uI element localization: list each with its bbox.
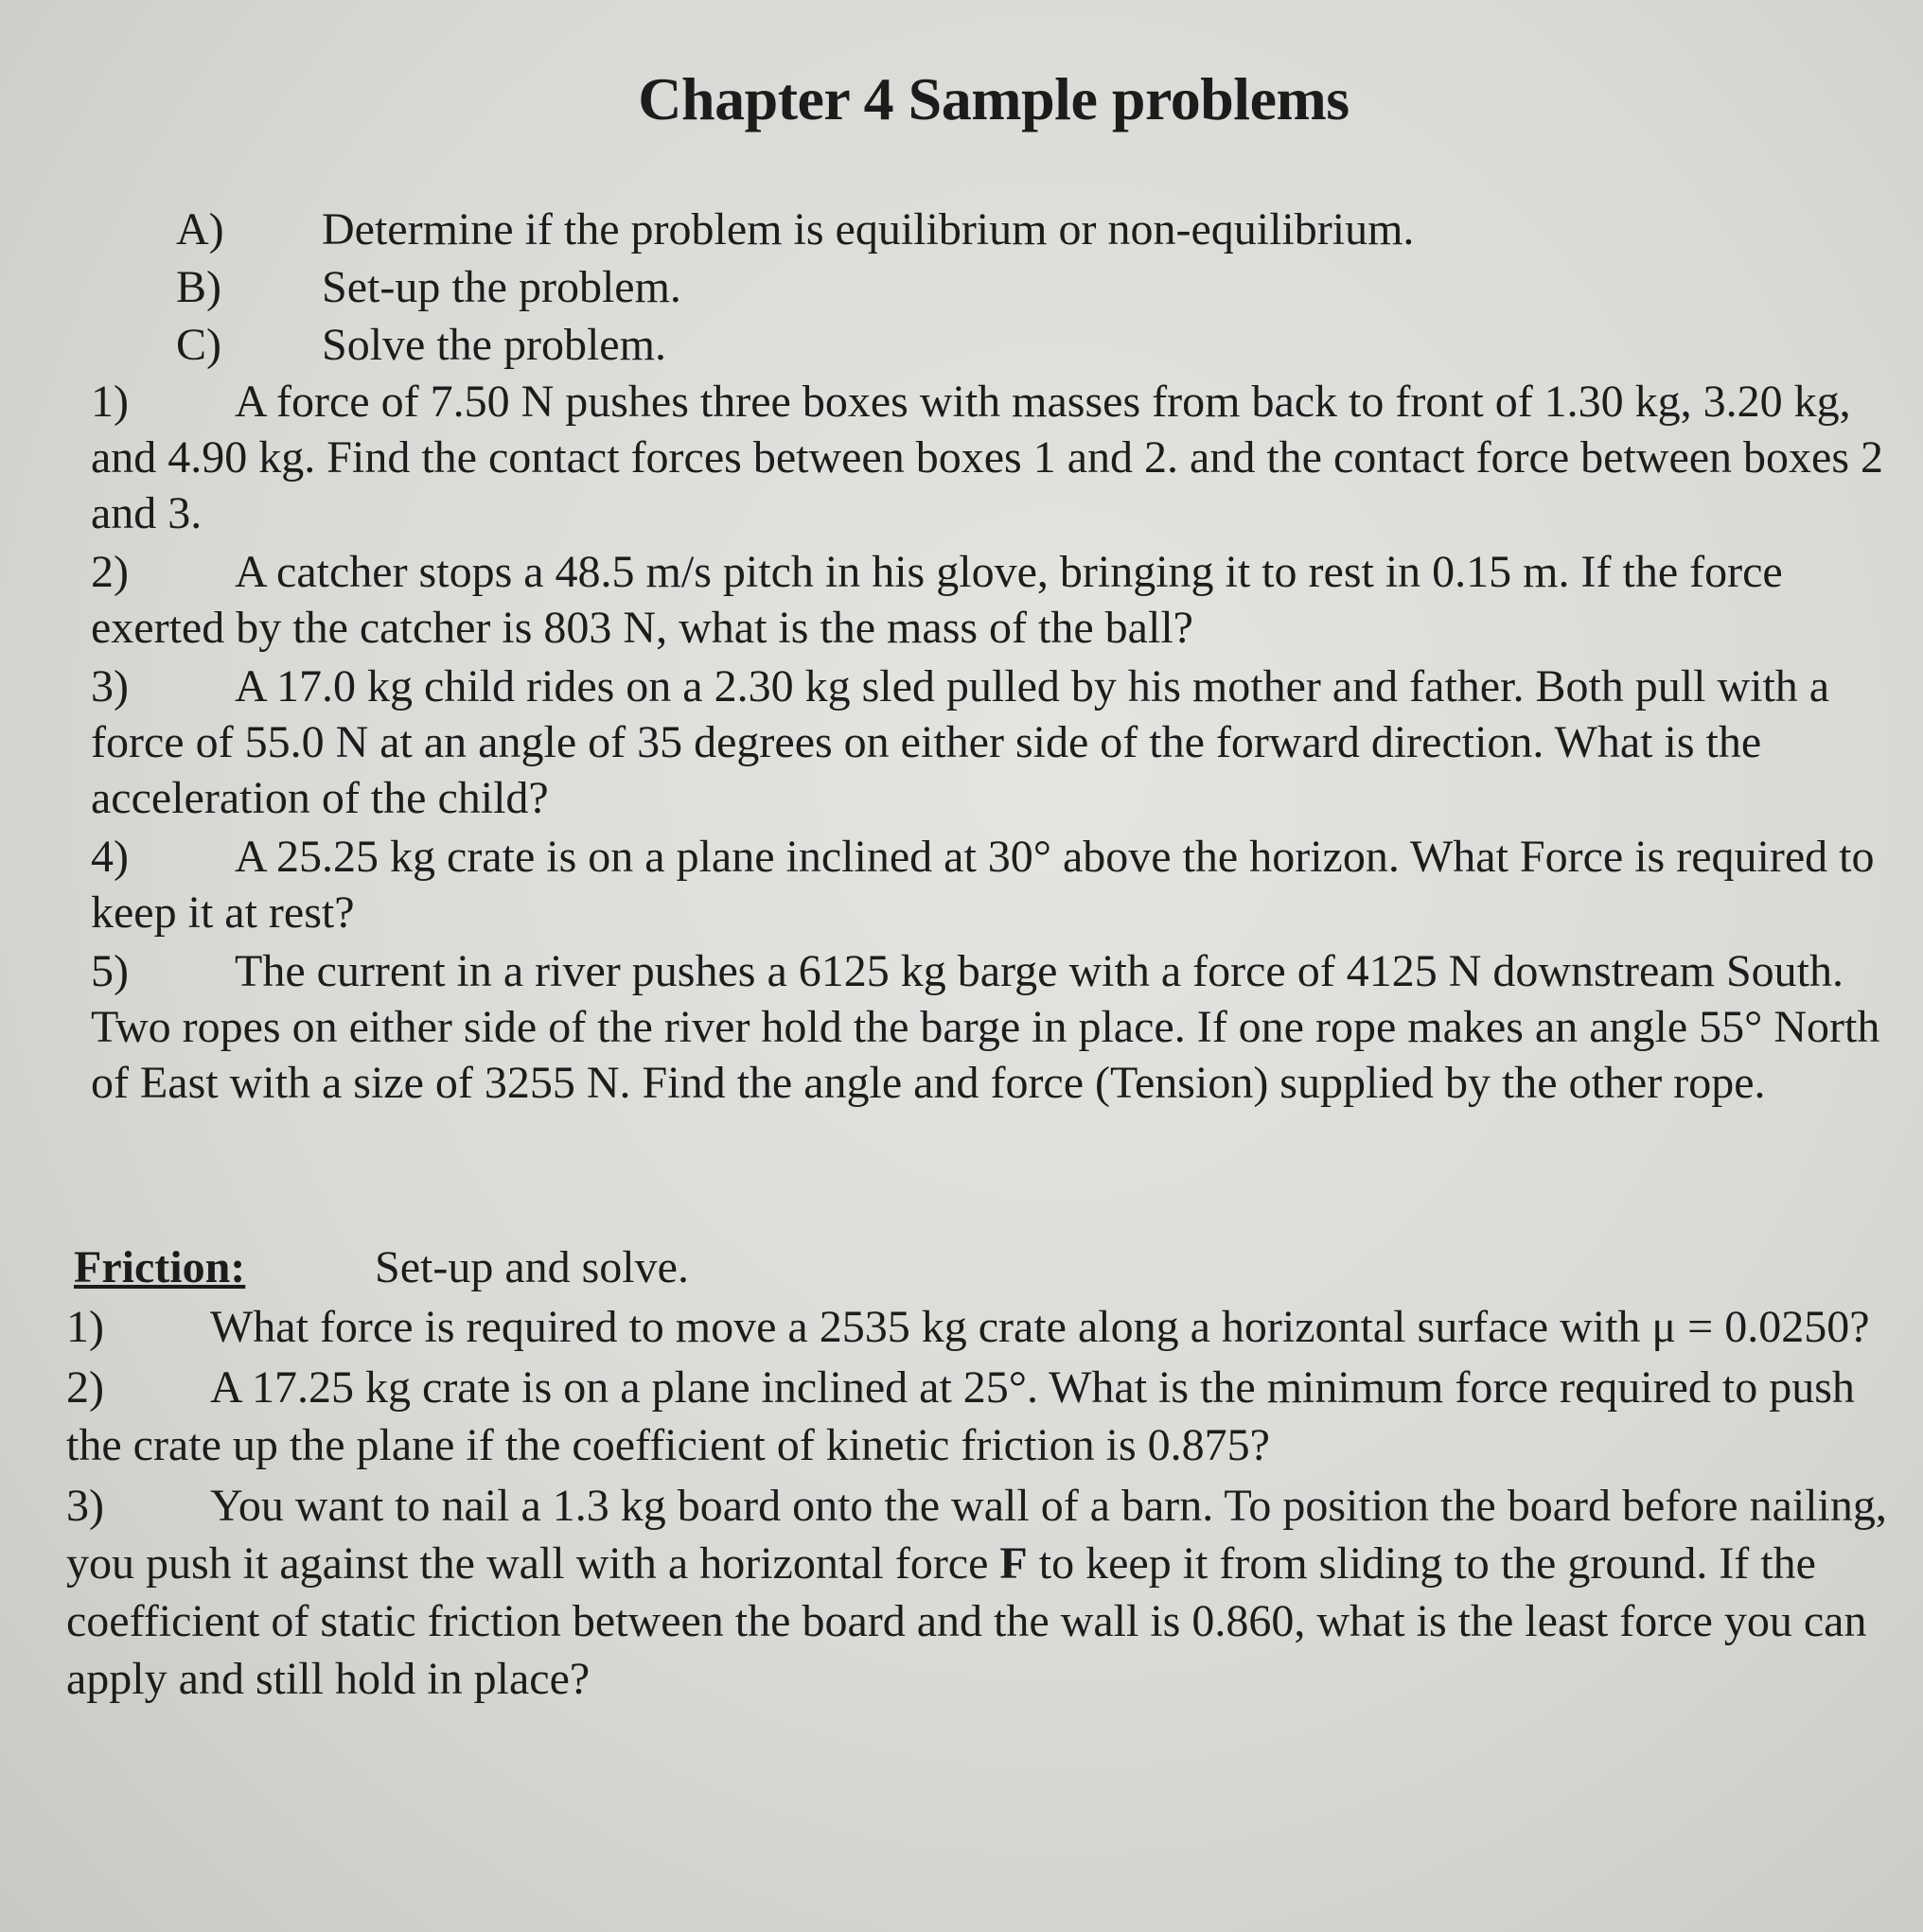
problem-number: 1) [91, 377, 129, 427]
problem-2 [91, 544, 1889, 656]
instruction-steps [176, 201, 1414, 374]
friction-problem-2 [66, 1359, 1893, 1474]
page-title: Chapter 4 Sample problems [638, 65, 1350, 132]
step-a [176, 201, 1414, 258]
friction-problem-list [66, 1298, 1893, 1711]
problem-text: A 17.0 kg child rides on a 2.30 kg sled pulled by his mother and father. Both pull with a force of 55.0 N at an angle of 35 degrees on either side of the forward direction. What is the acceleration of the child? [91, 661, 1830, 823]
problem-number: 1) [66, 1302, 104, 1352]
problem-text: The current in a river pushes a 6125 kg barge with a force of 4125 N downstream South. Two ropes on either side of the river hold the barge in place. If one rope makes an angle 55° North of East with a size of 3255 N. Find the angle and force (Tension) supplied by the other rope. [91, 946, 1880, 1108]
problem-number: 3) [66, 1481, 104, 1531]
friction-instruction: Set-up and solve. [375, 1242, 689, 1292]
problem-number: 3) [91, 661, 129, 711]
step-b [176, 258, 1414, 316]
step-text: Set-up the problem. [322, 262, 681, 312]
friction-label: Friction: [74, 1242, 246, 1292]
problem-3 [91, 659, 1889, 826]
step-letter: A) [176, 204, 224, 255]
problem-text: A catcher stops a 48.5 m/s pitch in his glove, bringing it to rest in 0.15 m. If the force exerted by the catcher is 803 N, what is the mass of the ball? [91, 547, 1783, 653]
problem-1 [91, 374, 1889, 541]
problem-number: 2) [66, 1362, 104, 1413]
problem-text: A force of 7.50 N pushes three boxes with masses from back to front of 1.30 kg, 3.20 kg, and 4.90 kg. Find the contact forces between boxes 1 and 2. and the contact force between boxes 2 and 3. [91, 377, 1884, 538]
friction-problem-3 [66, 1477, 1893, 1708]
step-letter: C) [176, 320, 221, 370]
problem-number: 4) [91, 832, 129, 882]
step-c [176, 316, 1414, 374]
step-text: Determine if the problem is equilibrium or non-equilibrium. [322, 204, 1415, 255]
problem-list [91, 374, 1889, 1114]
step-letter: B) [176, 262, 221, 312]
problem-text-part: You want to nail a 1.3 kg board onto the wall of a barn. To position the board before nailing, you push it against the wall with a horizontal force [66, 1481, 1887, 1589]
step-text: Solve the problem. [322, 320, 666, 370]
problem-text: A 25.25 kg crate is on a plane inclined at 30° above the horizon. What Force is required to keep it at rest? [91, 832, 1875, 938]
problem-4 [91, 829, 1889, 940]
problem-number: 5) [91, 946, 129, 996]
friction-problem-1 [66, 1298, 1893, 1356]
force-symbol: F [999, 1538, 1028, 1589]
problem-text: What force is required to move a 2535 kg crate along a horizontal surface with μ = 0.0250? [210, 1302, 1870, 1352]
problem-text: A 17.25 kg crate is on a plane inclined at 25°. What is the minimum force required to push the crate up the plane if the coefficient of kinetic friction is 0.875? [66, 1362, 1855, 1470]
problem-5 [91, 943, 1889, 1111]
problem-text-part: to keep it from sliding to the ground. If the coefficient of static friction between the board and the wall is 0.860, what is the least force you can apply and still hold in place? [66, 1538, 1867, 1704]
friction-section-header [74, 1239, 689, 1296]
problem-number: 2) [91, 547, 129, 597]
